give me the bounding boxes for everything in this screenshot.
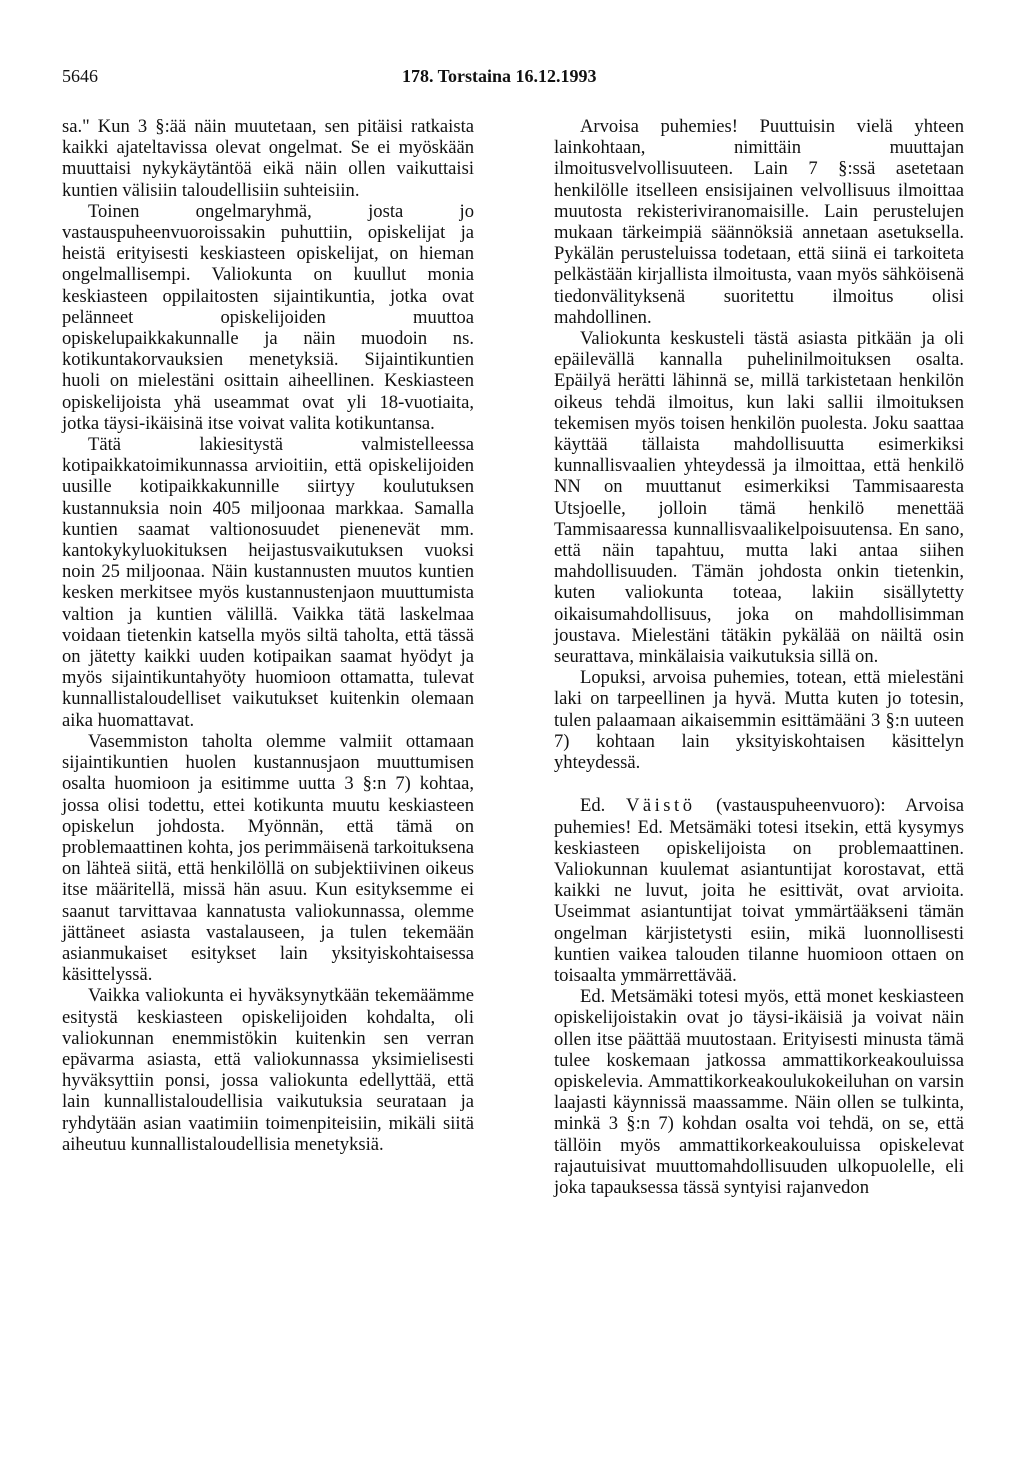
session-title: 178. Torstaina 16.12.1993: [402, 66, 597, 86]
paragraph: Valiokunta keskusteli tästä asiasta pitkään ja oli epäilevällä kannalla puhelinilmoituksen osalta. Epäilyä herätti lähinnä se, millä tarkistetaan henkilön oikeus tehdä ilmoitus, kun laki sallii ilmoituksen tekemisen myös toisen henkilön puolesta. Joku saattaa käyttää tällaista mahdollisuutta esimerkiksi kunnallisvaalien yhteydessä ja ilmoittaa, että henkilö NN on muuttanut esimerkiksi Tammisaaresta Utsjoelle, jolloin tämä henkilö menettää Tammisaaressa kunnallisvaalikelpoisuutensa. En sano, että näin tapahtuu, mutta laki antaa siihen mahdollisuuden. Tämän johdosta onkin tietenkin, kuten valiokunta toteaa, lakiin sisällytetty oikaisumahdollisuus, joka on mahdollisimman joustava. Mielestäni tätäkin pykälää on näiltä osin seurattava, minkälaisia vaikutuksia sillä on.: [554, 328, 964, 668]
right-column: [554, 116, 964, 1198]
paragraph: Vasemmiston taholta olemme valmiit ottamaan sijaintikuntien huolen kustannusjaon muuttumisen osalta huomioon ja esitimme uutta 3 §:n 7) kohtaa, jossa olisi todettu, ettei kotikunta muutu keskiasteen opiskelun johdosta. Myönnän, että tämä on problemaattinen kohta, jos perimmäisenä tarkoituksena on lähteä siitä, että henkilöllä on subjektiivinen oikeus itse määritellä, missä hän asuu. Kun esityksemme ei saanut tarvittavaa kannatusta valiokunnassa, olemme jättäneet asiasta vastalauseen, ja tulen tekemään asianmukaiset esitykset lain yksityiskohtaisessa käsittelyssä.: [62, 730, 474, 986]
paragraph: Tätä lakiesitystä valmistelleessa kotipaikkatoimikunnassa arvioitiin, että opiskelijoiden uusille kotipaikkakunnille siirtyy koulutuksen kustannuksia noin 405 miljoonaa markkaa. Samalla kuntien saamat valtionosuudet pienenevät mm. kantokykyluokituksen heijastusvaikutuksen vuoksi noin 25 miljoonaa. Näin kustannusten muutos kuntien kesken merkitsee myös kustannustenjaon muuttumista valtion ja kuntien välillä. Vaikka tätä laskelmaa voidaan tietenkin katsella myös siltä taholta, että tässä on jätetty kaikki uuden kotipaikan saamat hyödyt ja myös sijaintikuntahyöty huomioon ottamatta, tulevat kunnallistaloudelliset vaikutukset kuitenkin olemaan aika huomattavat.: [62, 434, 474, 731]
paragraph: Toinen ongelmaryhmä, josta jo vastauspuheenvuoroissakin puhuttiin, opiskelijat ja heistä erityisesti keskiasteen opiskelijat, on hieman ongelmallisempi. Valiokunta on kuullut monia keskiasteen oppilaitosten sijaintikuntia, jotka ovat pelänneet opiskelijoiden muuttoa opiskelupaikkakunnalle ja näin muodoin ns. kotikuntakorvauksien menetyksiä. Sijaintikuntien huoli on mielestäni osittain aiheellinen. Keskiasteen opiskelijoista yhä useammat ovat yli 18-vuotiaita, jotka täysi-ikäisinä itse voivat valita kotikuntansa.: [62, 200, 474, 434]
left-column: [62, 116, 474, 1155]
speaker-intro: Ed.: [580, 795, 606, 817]
page-header: [62, 64, 962, 88]
speaker-name: Väistö: [625, 795, 696, 817]
paragraph: Ed. Metsämäki totesi myös, että monet keskiasteen opiskelijoistakin ovat jo täysi-ikäisiä ja voivat näin ollen itse päättää muutostaan. Erityisesti minusta tämä tulee koskemaan jatkossa ammattikorkeakouluissa opiskelevia. Ammattikorkeakoulukokeiluhan on varsin laajasti käynnissä maassamme. Näin ollen se tulkinta, minkä 3 §:n 7) kohdan osalta voi tehdä, on se, että tällöin myös ammattikorkeakouluissa opiskelevat rajautuisivat muuttomahdollisuuden ulkopuolelle, eli joka tapauksessa tässä syntyisi rajanvedon: [554, 986, 964, 1198]
paragraph: Vaikka valiokunta ei hyväksynytkään tekemäämme esitystä keskiasteen opiskelijoiden kohdalta, oli valiokunnan enemmistökin kuitenkin sen verran epävarma asiasta, että valiokunnassa yksimielisesti hyväksyttiin ponsi, jossa valiokunta edellyttää, että lain kunnallistaloudellisia vaikutuksia seurataan ja ryhdytään asian vaatimiin toimenpiteisiin, mikäli siitä aiheutuu kunnallistaloudellisia menetyksiä.: [62, 985, 474, 1155]
speaker-paragraph: [554, 795, 964, 986]
page-number: 5646: [62, 66, 98, 86]
paragraph: Lopuksi, arvoisa puhemies, totean, että mielestäni laki on tarpeellinen ja hyvä. Mutta kuten jo totesin, tulen palaamaan aikaisemmin esittämääni 3 §:n uuteen 7) kohtaan lain yksityiskohtaisen käsittelyn yhteydessä.: [554, 667, 964, 774]
paragraph: sa." Kun 3 §:ää näin muutetaan, sen pitäisi ratkaista kaikki ajateltavissa olevat ongelmat. Se ei myöskään muuttaisi nykykäytäntöä eikä näin ollen vaikuttaisi kuntien välisiin taloudellisiin suhteisiin.: [62, 116, 474, 201]
paragraph: Arvoisa puhemies! Puuttuisin vielä yhteen lainkohtaan, nimittäin muuttajan ilmoitusvelvollisuuteen. Lain 7 §:ssä asetetaan henkilölle itselleen ensisijainen velvollisuus ilmoittaa muutosta rekisteriviranomaisille. Lain perustelujen mukaan tärkeimpiä säännöksiä annetaan asetuksella. Pykälän perusteluissa todetaan, että siinä ei tarkoiteta pelkästään kirjallista ilmoitusta, vaan myös sähköisenä tiedonvälityksenä suoritettu ilmoitus olisi mahdollinen.: [554, 116, 964, 328]
speaker-note: (vastauspuheenvuoro): Arvoisa puhemies! Ed. Metsämäki totesi itsekin, että kysymys keskiasteen opiskelijoista on problemaattinen. Valiokunnan kuulemat asiantuntijat korostavat, että kaikki ne luvut, joita he esittivät, ovat arvioita. Useimmat asiantuntijat toivat ymmärtääkseni tämän ongelman kärjistetysti esiin, mikä luonnollisesti kuntien vaikea talouden tilanne huomioon ottaen on toisaalta ymmärrettävää.: [554, 795, 964, 986]
